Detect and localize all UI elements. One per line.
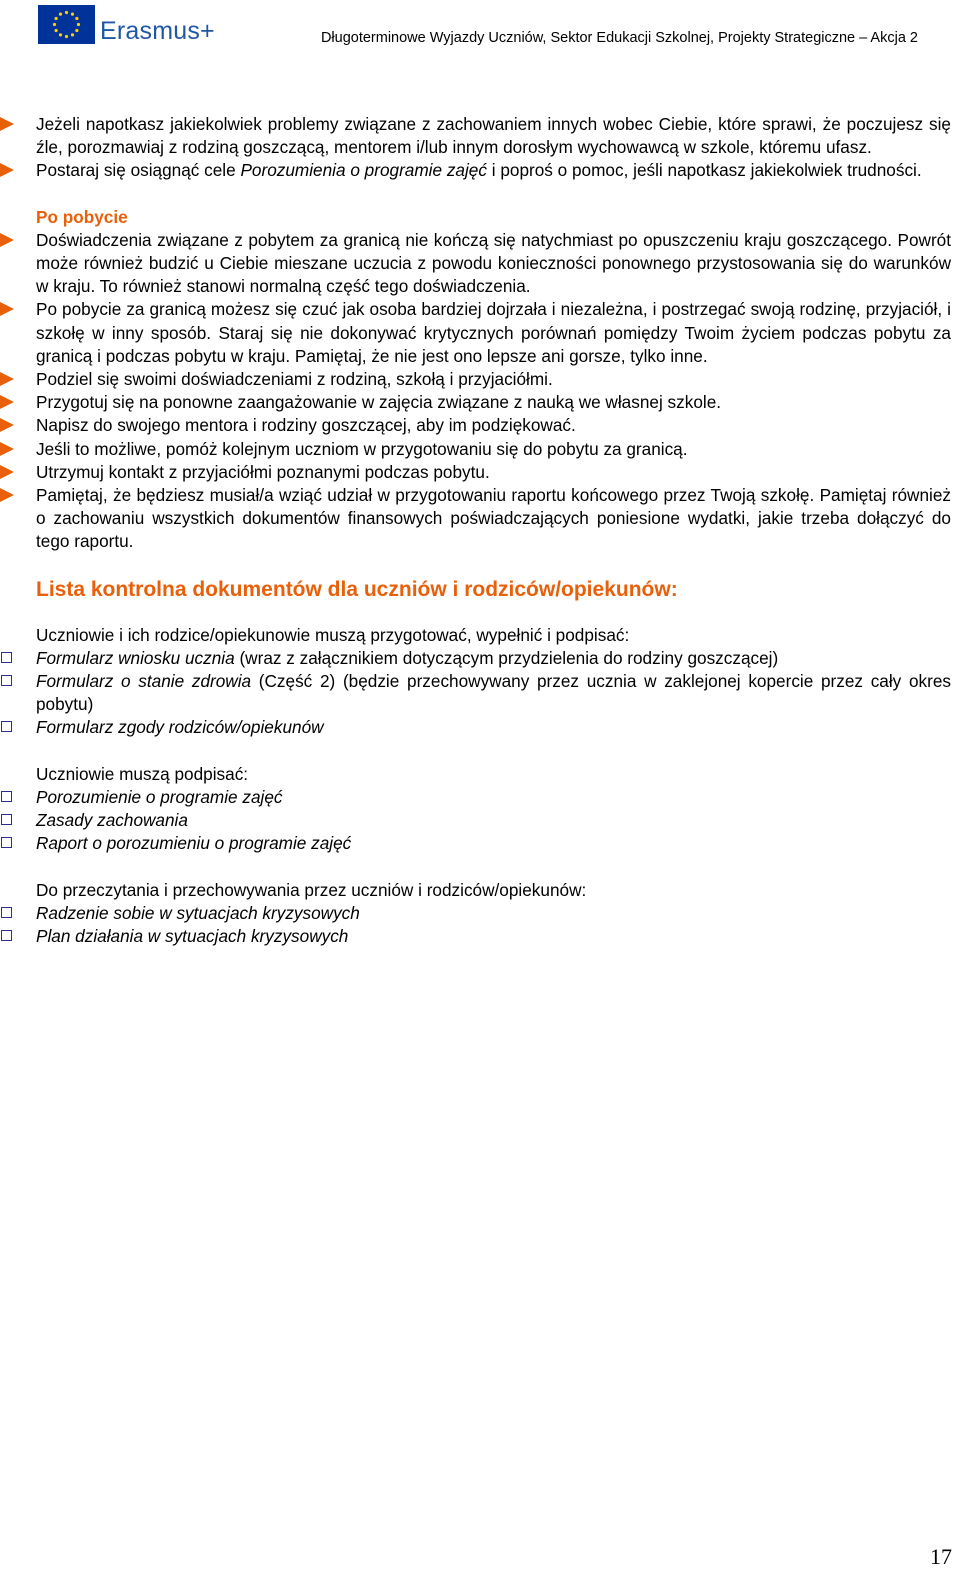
- list-item: Doświadczenia związane z pobytem za granicą nie kończą się natychmiast po opuszczeniu kraju goszczącego. Powrót może również budzić u Ciebie mieszane uczucia z powodu konieczności ponownego przystosowania się do warunków w kraju. To również stanowi normalną część tego doświadczenia.: [0, 229, 960, 299]
- list-item: Postaraj się osiągnąć cele Porozumienia o programie zajęć i poproś o pomoc, jeśli napotkasz jakiekolwiek trudności.: [0, 159, 960, 182]
- checklist-item: Radzenie sobie w sytuacjach kryzysowych: [0, 902, 960, 925]
- list-item: Podziel się swoimi doświadczeniami z rodziną, szkołą i przyjaciółmi.: [0, 368, 960, 391]
- list-item: Pamiętaj, że będziesz musiał/a wziąć udział w przygotowaniu raportu końcowego przez Twoją szkołę. Pamiętaj również o zachowaniu wszystkich dokumentów finansowych poświadczających poniesione wydatki, jakie trzeba dołączyć do tego raportu.: [0, 484, 960, 554]
- page-header: [38, 5, 918, 47]
- list-item: Jeśli to możliwe, pomóż kolejnym uczniom w przygotowaniu się do pobytu za granicą.: [0, 438, 960, 461]
- star-icon: [65, 11, 68, 14]
- star-icon: [71, 33, 74, 36]
- star-icon: [55, 17, 58, 20]
- checklist-item: Zasady zachowania: [0, 809, 960, 832]
- eu-flag-logo: [38, 5, 95, 44]
- checklist-item: Porozumienie o programie zajęć: [0, 786, 960, 809]
- checklist-item: Formularz zgody rodziców/opiekunów: [0, 716, 960, 739]
- star-icon: [77, 23, 80, 26]
- checklist-item: Raport o porozumieniu o programie zajęć: [0, 832, 960, 855]
- star-icon: [75, 17, 78, 20]
- list-item: Jeżeli napotkasz jakiekolwiek problemy związane z zachowaniem innych wobec Ciebie, które sprawi, że poczujesz się źle, porozmawiaj z rodziną goszczącą, mentorem i/lub innym dorosłym wychowawcą w szkole, któremu ufasz.: [0, 113, 960, 159]
- section-heading: Po pobycie: [36, 206, 128, 227]
- checklist-intro: Uczniowie i ich rodzice/opiekunowie muszą przygotować, wypełnić i podpisać:: [36, 624, 630, 645]
- list-item: Napisz do swojego mentora i rodziny goszczącej, aby im podziękować.: [0, 414, 960, 437]
- eu-stars-icon: [38, 5, 95, 44]
- list-item: Po pobycie za granicą możesz się czuć jak osoba bardziej dojrzała i niezależna, i postrzegać swoją rodzinę, przyjaciół, i szkołę w inny sposób. Staraj się nie dokonywać krytycznych porównań pomiędzy Twoim życiem podczas pobytu za granicą i podczas pobytu w kraju. Pamiętaj, że nie jest ono lepsze ani gorsze, tylko inne.: [0, 298, 960, 368]
- star-icon: [71, 13, 74, 16]
- document-title: Długoterminowe Wyjazdy Uczniów, Sektor Edukacji Szkolnej, Projekty Strategiczne – Akcja 2: [320, 30, 918, 46]
- checklist-intro: Do przeczytania i przechowywania przez uczniów i rodziców/opiekunów:: [36, 879, 587, 900]
- star-icon: [53, 23, 56, 26]
- checklist-item: Formularz o stanie zdrowia (Część 2) (będzie przechowywany przez ucznia w zaklejonej kopercie przez cały okres pobytu): [0, 670, 960, 716]
- star-icon: [65, 35, 68, 38]
- checklist-item: Plan działania w sytuacjach kryzysowych: [0, 925, 960, 948]
- star-icon: [75, 29, 78, 32]
- erasmus-brand: Erasmus+: [100, 17, 215, 45]
- page-content: [0, 113, 960, 948]
- list-item: Przygotuj się na ponowne zaangażowanie w zajęcia związane z nauką we własnej szkole.: [0, 391, 960, 414]
- checklist-title: Lista kontrolna dokumentów dla uczniów i rodziców/opiekunów:: [36, 577, 678, 601]
- star-icon: [59, 13, 62, 16]
- page-number: 17: [930, 1544, 952, 1569]
- star-icon: [55, 29, 58, 32]
- checklist-item: Formularz wniosku ucznia (wraz z załącznikiem dotyczącym przydzielenia do rodziny goszczącej): [0, 647, 960, 670]
- checklist-intro: Uczniowie muszą podpisać:: [36, 763, 249, 784]
- star-icon: [59, 33, 62, 36]
- list-item: Utrzymuj kontakt z przyjaciółmi poznanymi podczas pobytu.: [0, 461, 960, 484]
